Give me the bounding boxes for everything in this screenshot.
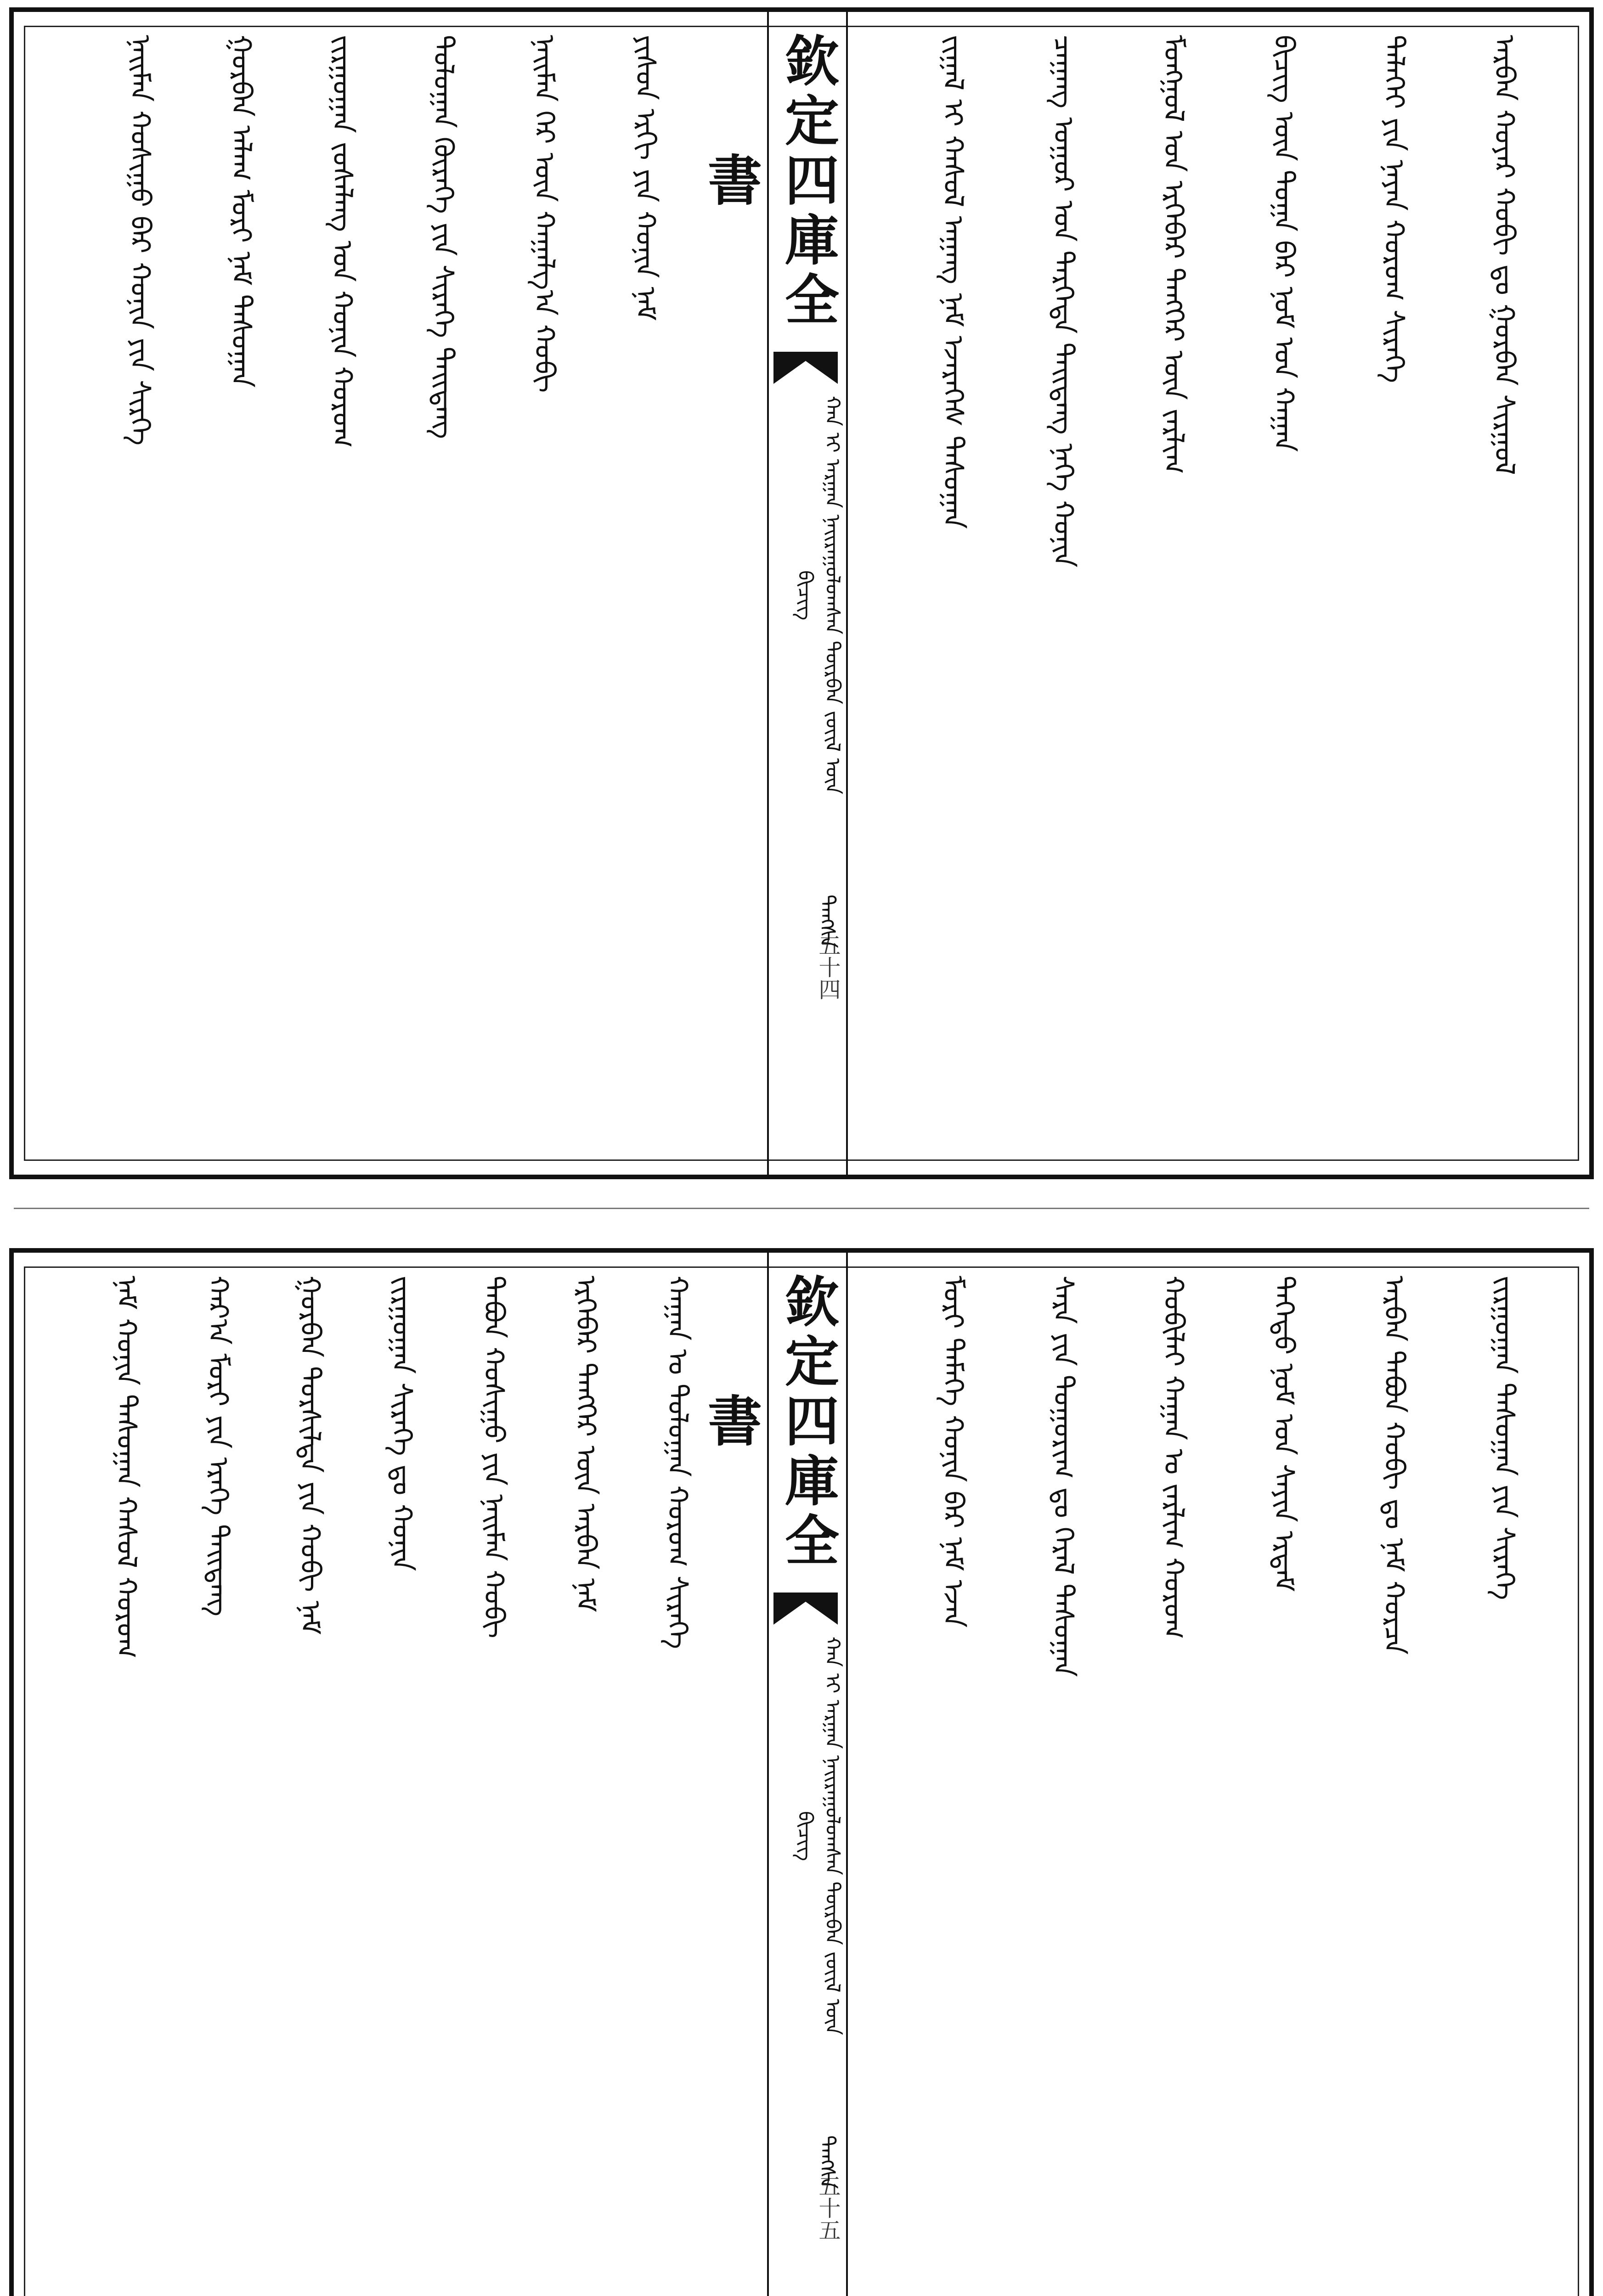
text-column: ᠮᠤᠩᠭᠣᠯ ᠤᠨ ᠡᠷᠭᠡᠪᠡᠷ ᠲᠡᠩᠭᠡᠷ ᠦᠨ ᠵᠠᠷᠯᠢᠭ [1157, 35, 1190, 474]
left-page [14, 1253, 758, 2296]
text-column: ᠬᠤᠪᠢᠯᠠᠢ ᠬᠠᠭᠠᠨ ᠤ ᠵᠠᠷᠯᠢᠭ ᠬᠤᠷᠤᠭ [1157, 1276, 1190, 1639]
text-column: ᠵᠢᠷᠭᠤᠭᠠᠨ ᠲᠠᠰᠤᠭᠠᠨ ᠶᠢᠨ ᠰᠢᠷᠡᠭᠡ [1488, 1276, 1520, 1600]
book-title: 欽定四庫全書 [699, 33, 840, 331]
text-column: ᠰᠠᠷᠠ ᠶᠢᠨ ᠲᠣᠭᠣᠷᠢᠭ ᠳᠤ ᠭᠡᠷᠡᠯ ᠳᠠᠰᠤᠭᠠᠨ [1047, 1276, 1079, 1677]
right-page [850, 1253, 1589, 2296]
leaf-number: 五十五 [815, 2175, 841, 2241]
text-column: ᠴᠠᠭᠠᠩ ᠤᠭᠤᠷ ᠤᠨ ᠳᠡᠷᠭᠡᠳᠡ ᠳᠠᠢᠳᠠᠩ ᠨᠡᠭᠡ ᠬᠤᠨᠢᠨ [1047, 35, 1079, 568]
text-column: ᠲᠠᠪᠤᠨ ᠬᠣᠰᠢᠭᠤ ᠶᠢᠨ ᠨᠠᠢᠮᠠᠨ ᠬᠤᠪᠢ [478, 1276, 510, 1638]
fish-tail-ornament [773, 1593, 838, 1625]
text-column: ᠳᠡᠭᠡᠳᠦ ᠨᠣᠮ ᠤᠨ ᠰᠠᠶᠢᠨ ᠡᠷᠳᠡᠮ [1268, 1276, 1300, 1592]
ban-xin-center-column [699, 1253, 848, 2296]
text-column: ᠨᠠᠮ ᠬᠣᠨᠢᠨ ᠳᠠᠰᠤᠭᠠᠨ ᠬᠠᠰᠤᠯ ᠬᠤᠷᠤᠭ [110, 1276, 142, 1659]
text-column: ᠪᠢᠴᠢᠭ᠌ ᠦᠨ ᠲᠣᠭᠠ ᠪᠡᠷ ᠨᠣᠮ ᠤᠨ ᠬᠠᠭᠠᠨ [1268, 35, 1300, 452]
text-column: ᠠᠷᠪᠠᠨ ᠲᠠᠪᠤᠨ ᠬᠤᠪᠢ ᠳᠤ ᠨᠠᠮ ᠬᠤᠷᠴᠠ [1378, 1276, 1410, 1655]
text-column: ᠭᠤᠷᠪᠠᠨ ᠠᠯᠠᠭ ᠮᠣᠷᠢ ᠨᠠᠮ ᠳᠠᠰᠤᠭᠠᠨ [225, 35, 257, 388]
text-column: ᠬᠠᠷ᠎ᠠ ᠮᠣᠷᠢ ᠶᠢᠨ ᠡᠷᠡᠭᠡ ᠳᠠᠢᠳᠠᠩ [202, 1276, 234, 1616]
text-column: ᠠᠷᠪᠠᠨ ᠬᠣᠶᠠᠷ ᠬᠤᠪᠢ ᠳᠤ ᠭᠤᠷᠪᠠᠨ ᠰᠢᠷᠭᠤᠯ [1488, 35, 1520, 475]
text-column: ᠭᠤᠷᠪᠠᠨ ᠲᠤᠷᠰᠢᠯᠲᠠ ᠶᠢᠨ ᠬᠤᠪᠢ ᠨᠠᠮ [294, 1276, 326, 1635]
text-column: ᠳᠡᠯᠡᠬᠡᠢ ᠶᠢᠨ ᠨᠠᠶᠠᠨ ᠬᠤᠷᠤᠭ ᠰᠢᠷᠡᠭᠡ [1378, 35, 1410, 383]
text-column: ᠵᠢᠭᠠᠯ ᠢ ᠬᠠᠰᠤᠯ ᠠᠭᠠᠩ ᠨᠠᠮ ᠡᠵᠡᠷᠡᠭᠡᠰ ᠳᠠᠰᠤᠭᠠᠨ [937, 35, 969, 529]
text-column: ᠨᠠᠢᠮᠠᠨ ᠭᠡᠷ ᠦᠨ ᠬᠠᠭᠠᠯᠭ᠎ᠠ ᠬᠤᠪᠢ [528, 35, 560, 393]
ban-xin-center-column [699, 12, 848, 1175]
text-column: ᠮᠣᠷᠢ ᠲᠡᠮᠡᠭᠡ ᠬᠣᠨᠢᠨ ᠪᠠᠷ ᠨᠠᠮ ᠡᠵᠡᠨ [937, 1276, 969, 1628]
book-title: 欽定四庫全書 [699, 1273, 840, 1572]
text-column: ᠶᠢᠰᠦᠨ ᠡᠷᠬᠢ ᠶᠢᠨ ᠬᠣᠨᠢᠨ ᠨᠠᠮ [629, 35, 661, 321]
text-column: ᠨᠠᠢᠮᠠᠨ ᠬᠣᠰᠢᠭᠤ ᠪᠠᠷ ᠬᠣᠨᠢᠨ ᠶᠢᠨ ᠰᠢᠷᠭᠡ [124, 35, 156, 446]
leaf-number: 五十四 [815, 934, 841, 1000]
volume-subtitle: ᠬᠠᠨ ᠢ ᠠᠷᠭᠠᠨ ᠨᠠᠢᠷᠠᠭᠤᠯᠤᠭᠰᠠᠨ ᠳᠥᠷᠪᠡᠨ ᠵᠦᠢᠯ ᠦᠨ ᠪᠢᠴᠢᠭ᠌ [793, 396, 844, 794]
page-spread-top [9, 7, 1594, 1179]
section-label: ᠳᠠᠩᠰᠠ [815, 2135, 840, 2189]
section-label: ᠳᠠᠩᠰᠠ [815, 894, 840, 948]
left-page [14, 12, 758, 1175]
text-column: ᠡᠷᠭᠡᠪᠡᠷ ᠲᠡᠩᠭᠡᠷ ᠦᠨ ᠠᠷᠪᠠᠨ ᠨᠠᠮ [570, 1276, 602, 1612]
text-column: ᠬᠠᠭᠠᠨ ᠤ ᠳᠣᠯᠣᠭᠠᠨ ᠬᠤᠷᠤᠭ ᠰᠢᠷᠡᠭᠡ [661, 1276, 694, 1649]
text-column: ᠳᠣᠯᠣᠭᠠᠨ ᠬᠦᠷᠡᠭᠡ ᠶᠢᠨ ᠰᠢᠷᠡᠭᠡ ᠳᠠᠢᠳᠠᠩ [427, 35, 459, 439]
scan-divider [14, 1208, 1589, 1209]
text-column: ᠵᠢᠷᠭᠤᠭᠠᠨ ᠵᠤᠰᠠᠯᠠᠩ ᠤᠨ ᠬᠣᠨᠢᠨ ᠬᠤᠷᠤᠭ [326, 35, 358, 448]
text-column: ᠵᠢᠷᠭᠤᠭᠠᠨ ᠰᠢᠷᠡᠭᠡ ᠳᠤ ᠬᠣᠨᠢᠨ [386, 1276, 418, 1571]
volume-subtitle: ᠬᠠᠨ ᠢ ᠠᠷᠭᠠᠨ ᠨᠠᠢᠷᠠᠭᠤᠯᠤᠭᠰᠠᠨ ᠳᠥᠷᠪᠡᠨ ᠵᠦᠢᠯ ᠦᠨ ᠪᠢᠴᠢᠭ᠌ [793, 1637, 844, 2035]
page-spread-bottom [9, 1248, 1594, 2296]
right-page [850, 12, 1589, 1175]
fish-tail-ornament [773, 352, 838, 384]
